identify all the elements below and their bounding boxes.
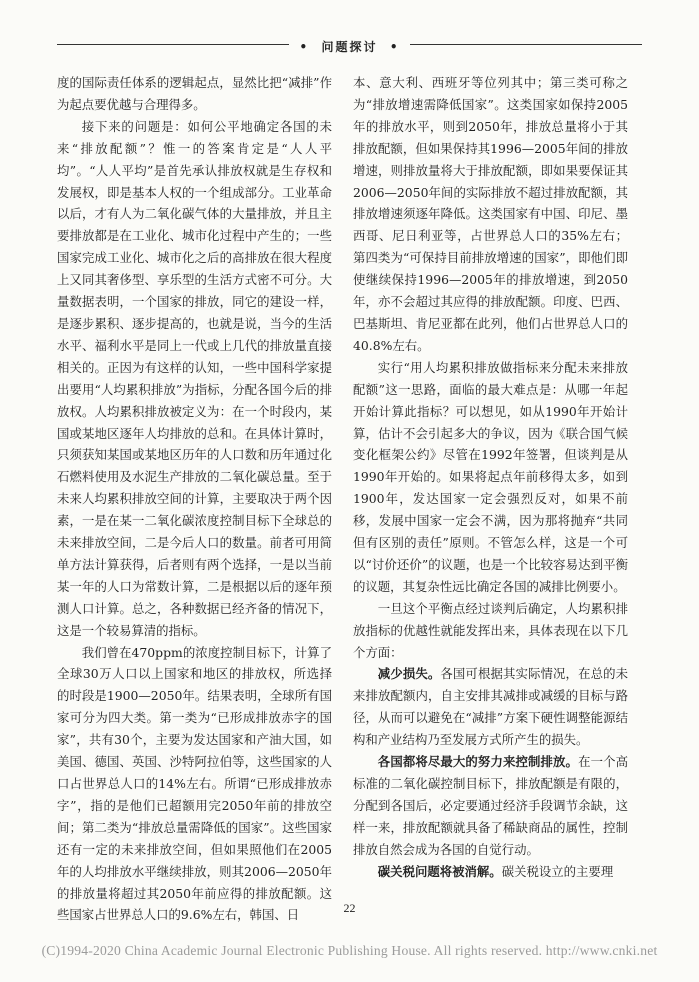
point-heading-reduce-loss: 减少损失。	[377, 666, 441, 682]
right-paragraph-2: 实行“用人均累积排放做指标来分配未来排放配额”这一思路，面临的最大难点是：从哪一年起开始计算此指标？可以想见，如从1990年开始计算，估计不会引起多大的争议，因为《联合国气候变化框架公约》尽管在1992年签署，但谈判是从1990年开始的。如果将起点年前移得太多，如到1900年，发达国家一定会强烈反对，如果不前移，发展中国家一定会不满，因为那将抛弃“共同但有区别的责任”原则。不管怎么样，这是一个可以“讨价还价”的议题，也是一个比较容易达到平衡的议题，其复杂性远比确定各国的减排比例要小。	[353, 359, 628, 594]
point-body-carbon-tariff: 碳关税设立的主要理	[501, 863, 614, 879]
point-body-control-emission: 在一个高标准的二氧化碳控制目标下，排放配额是有限的，分配到各国后，必定要通过经济手段调节余缺，这样一来，排放配额就具备了稀缺商品的属性，控制排放自然会成为各国的自觉行动。	[353, 754, 629, 857]
right-paragraph-1: 本、意大利、西班牙等位列其中；第三类可称之为“排放增速需降低国家”。这类国家如保持2005年的排放水平，则到2050年，排放总量将小于其排放配额，但如果保持其1996—2005年间的排放增速，则排放量将大于排放配额，即如果要保证其2006—2050年间的实际排放不超过排放配额，其排放增速须逐年降低。这类国家有中国、印尼、墨西哥、尼日利亚等，占世界总人口的35%左右；第四类为“可保持目前排放增速的国家”，即他们即使继续保持1996—2005年的排放增速，到2050年，亦不会超过其应得的排放配额。印度、巴西、巴基斯坦、肯尼亚都在此列，他们占世界总人口的40.8%左右。	[353, 75, 628, 353]
running-header	[0, 36, 699, 55]
point-heading-control-emission: 各国都将尽最大的努力来控制排放。	[377, 754, 579, 770]
right-paragraph-3: 一旦这个平衡点经过谈判后确定，人均累积排放指标的优越性就能发挥出来，具体表现在以下几个方面：	[353, 600, 628, 660]
left-paragraph-2: 接下来的问题是：如何公平地确定各国的未来“排放配额”？惟一的答案肯定是“人人平均”。“人人平均”是首先承认排放权就是生存权和发展权，即是基本人权的一个组成部分。工业革命以后，才有人为二氧化碳气体的大量排放，并且主要排放都是在工业化、城市化过程中产生的；一些国家完成工业化、城市化之后的高排放在很大程度上又同其奢侈型、享乐型的生活方式密不可分。大量数据表明，一个国家的排放，同它的建设一样，是逐步累积、逐步提高的，也就是说，当今的生活水平、福利水平是同上一代或上几代的排放量直接相关的。正因为有这样的认知，一些中国科学家提出要用“人均累积排放”为指标，分配各国今后的排放权。人均累积排放被定义为：在一个时段内，某国或某地区逐年人均排放的总和。在具体计算时，只须获知某国或某地区历年的人口数和历年通过化石燃料使用及水泥生产排放的二氧化碳总量。至于未来人均累积排放空间的计算，主要取决于两个因素，一是在某一二氧化碳浓度控制目标下全球总的未来排放空间，二是今后人口的数量。前者可用简单方法计算获得，后者则有两个选择，一是以当前某一年的人口为常数计算，二是根据以后的逐年预测人口计算。总之，各种数据已经齐备的情况下，这是一个较易算清的指标。	[57, 118, 332, 638]
section-title: 问题探讨	[321, 40, 378, 54]
left-column	[57, 72, 332, 926]
page-number: 22	[343, 901, 356, 915]
right-column	[353, 72, 628, 883]
running-header-box: • 问题探讨 •	[289, 39, 409, 55]
right-paragraph-6	[353, 861, 628, 883]
copyright-footer: (C)1994-2020 China Academic Journal Electronic Publishing House. All rights reserved. http://www.cnki.net	[41, 943, 658, 958]
left-paragraph-1: 度的国际责任体系的逻辑起点，显然比把“减排”作为起点要优越与合理得多。	[57, 75, 332, 112]
right-paragraph-5	[353, 751, 628, 861]
left-paragraph-3: 我们曾在470ppm的浓度控制目标下，计算了全球30万人口以上国家和地区的排放权，所选择的时段是1900—2050年。结果表明，全球所有国家可分为四大类。第一类为“已形成排放赤字的国家”，共有30个，主要为发达国家和产油大国，如美国、德国、英国、沙特阿拉伯等，这些国家的人口占世界总人口的14%左右。所谓“已形成排放赤字”，指的是他们已超额用完2050年前的排放空间；第二类为“排放总量需降低的国家”。这些国家还有一定的未来排放空间，但如果照他们在2005年的人均排放水平继续排放，则其2006—2050年的排放量将超过其2050年前应得的排放配额。这些国家占世界总人口的9.6%左右，韩国、日	[57, 644, 332, 923]
right-paragraph-4	[353, 663, 628, 751]
point-heading-carbon-tariff: 碳关税问题将被消解。	[377, 863, 502, 879]
point-body-reduce-loss: 各国可根据其实际情况，在总的未来排放配额内，自主安排其减排或减缓的目标与路径，从而可以避免在“减排”方案下硬性调整能源结构和产业结构乃至发展方式所产生的损失。	[353, 666, 629, 748]
